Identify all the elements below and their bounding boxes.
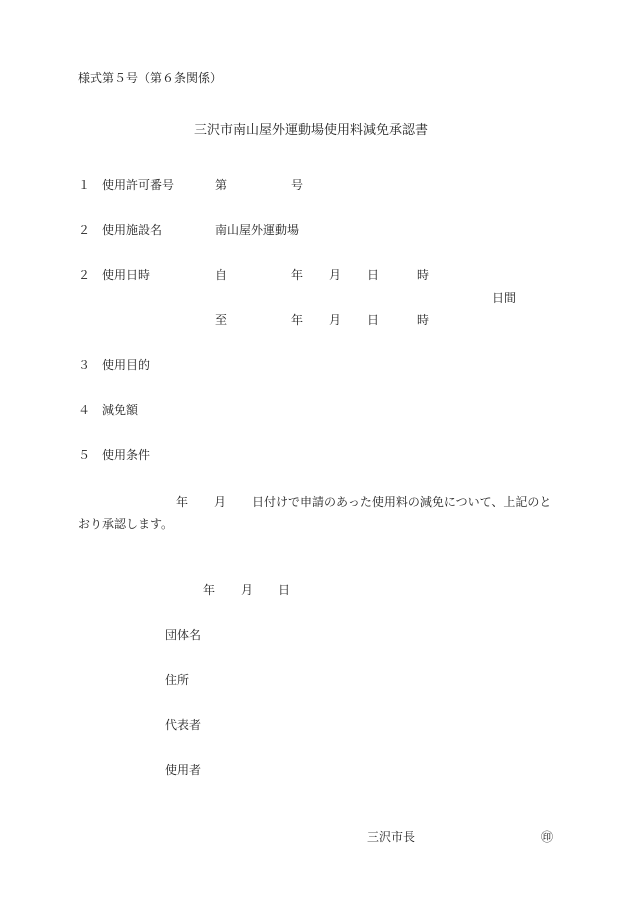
item-number: ２: [78, 223, 91, 237]
permit-go: 号: [291, 178, 304, 192]
item-number: ４: [78, 403, 91, 417]
mayor-title: 三沢市長: [367, 830, 416, 844]
statement-month: 月: [214, 495, 227, 509]
page-title: 三沢市南山屋外運動場使用料減免承認書: [194, 123, 429, 138]
approval-year: 年: [203, 583, 216, 597]
group-name-label: 団体名: [165, 628, 202, 642]
from-day: 日: [367, 268, 380, 282]
to-month: 月: [329, 313, 342, 327]
statement-year: 年: [176, 495, 189, 509]
approval-month: 月: [241, 583, 254, 597]
to-hour: 時: [417, 313, 430, 327]
approval-statement: [78, 491, 560, 535]
to-year: 年: [291, 313, 304, 327]
from-hour: 時: [417, 268, 430, 282]
item-number: ５: [78, 448, 91, 462]
item-number: ３: [78, 358, 91, 372]
item-label: 使用日時: [102, 268, 151, 282]
item-number: １: [78, 178, 91, 192]
to-label: 至: [215, 313, 228, 327]
seal-mark: ㊞: [541, 830, 554, 844]
item-label: 使用条件: [102, 448, 151, 462]
from-label: 自: [215, 268, 228, 282]
item-label: 使用許可番号: [102, 178, 175, 192]
item-label: 使用目的: [102, 358, 151, 372]
from-year: 年: [291, 268, 304, 282]
representative-label: 代表者: [165, 718, 202, 732]
form-label: 様式第５号（第６条関係）: [78, 71, 223, 85]
statement-text: 日付けで申請のあった使用料の減免について、上記のとおり承認します。: [78, 495, 552, 531]
facility-name: 南山屋外運動場: [215, 223, 300, 237]
days-label: 日間: [492, 291, 517, 305]
permit-dai: 第: [215, 178, 228, 192]
item-label: 使用施設名: [102, 223, 163, 237]
item-label: 減免額: [102, 403, 139, 417]
user-label: 使用者: [165, 763, 202, 777]
item-number: ２: [78, 268, 91, 282]
approval-day: 日: [278, 583, 291, 597]
from-month: 月: [329, 268, 342, 282]
to-day: 日: [367, 313, 380, 327]
address-label: 住所: [165, 673, 190, 687]
